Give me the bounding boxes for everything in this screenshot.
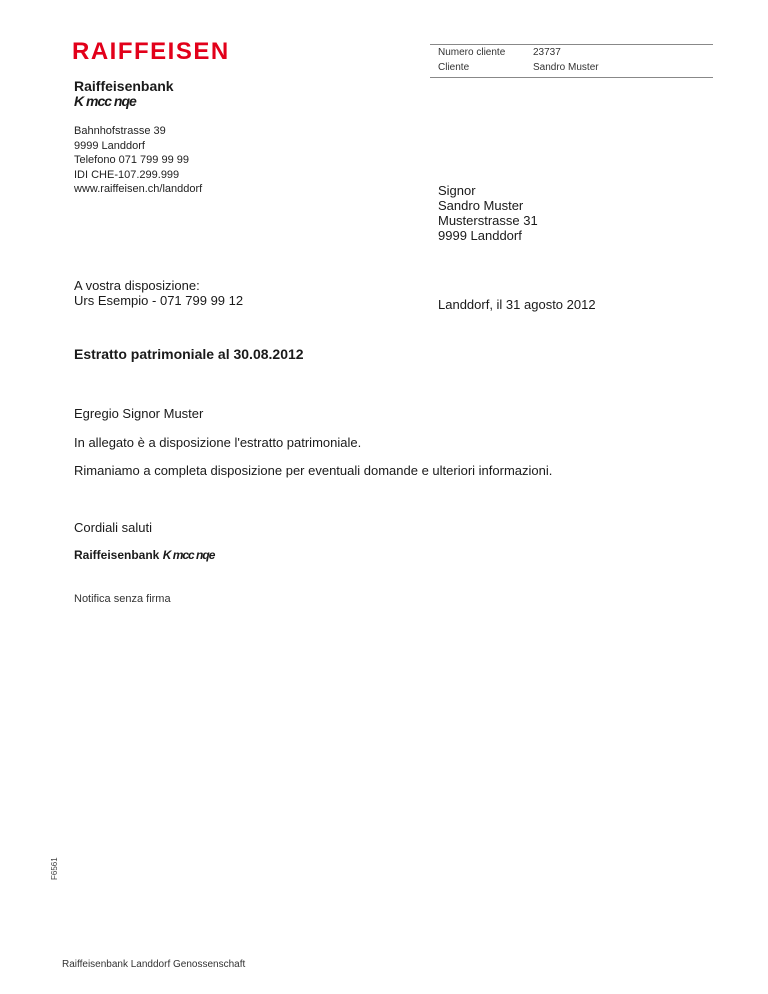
address-vat-id: IDI CHE-107.299.999	[74, 168, 180, 181]
raiffeisen-logo: RAIFFEISEN	[72, 38, 230, 65]
signature-bank-suffix: K mcc nqe	[162, 548, 215, 562]
recipient-street: Musterstrasse 31	[438, 213, 538, 228]
recipient-name: Sandro Muster	[438, 198, 524, 213]
client-name-row	[430, 60, 713, 75]
client-info-table	[430, 44, 713, 78]
contact-person	[74, 278, 243, 308]
footer-bank-name: Raiffeisenbank Landdorf Genossenschaft	[62, 959, 246, 970]
contact-label: A vostra disposizione:	[74, 278, 200, 293]
form-code: F6561	[50, 857, 59, 880]
letter-date: Landdorf, il 31 agosto 2012	[438, 297, 596, 312]
address-website: www.raiffeisen.ch/landdorf	[74, 183, 203, 195]
recipient-title: Signor	[438, 183, 476, 198]
letter-subject: Estratto patrimoniale al 30.08.2012	[74, 346, 304, 362]
client-number-row	[430, 45, 713, 60]
client-name-label: Cliente	[438, 62, 470, 73]
body-paragraph-2: Rimaniamo a completa disposizione per eventuali domande e ulteriori informazioni.	[74, 463, 553, 478]
no-signature-notice: Notifica senza firma	[74, 593, 171, 605]
signature-bank-name	[74, 548, 214, 562]
divider	[430, 77, 713, 78]
address-street: Bahnhofstrasse 39	[74, 125, 166, 137]
client-number-value: 23737	[533, 47, 561, 58]
address-city: 9999 Landdorf	[74, 139, 145, 152]
client-name-value: Sandro Muster	[533, 62, 599, 73]
client-number-label: Numero cliente	[438, 47, 506, 58]
bank-name-line1: Raiffeisenbank	[74, 78, 174, 94]
body-paragraph-1: In allegato è a disposizione l'estratto patrimoniale.	[74, 435, 362, 450]
recipient-city: 9999 Landdorf	[438, 228, 522, 243]
bank-address	[74, 124, 202, 197]
closing: Cordiali saluti	[74, 520, 153, 535]
recipient-address	[438, 183, 538, 243]
signature-bank-label: Raiffeisenbank	[74, 548, 160, 562]
bank-name-line2: K mcc nqe	[74, 93, 136, 109]
contact-name-phone: Urs Esempio - 071 799 99 12	[74, 293, 244, 308]
address-phone: Telefono 071 799 99 99	[74, 154, 189, 166]
salutation: Egregio Signor Muster	[74, 406, 204, 421]
bank-name	[74, 79, 174, 109]
